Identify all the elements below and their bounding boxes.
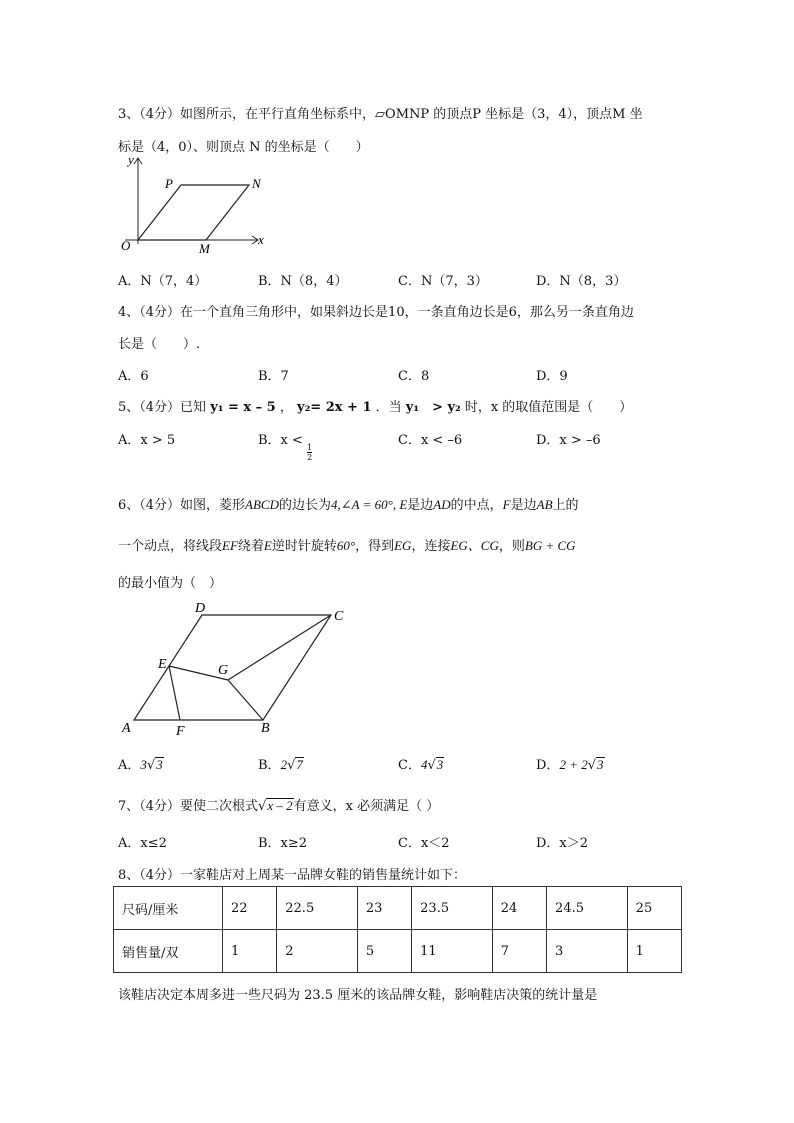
q6-option-d[interactable] — [536, 754, 605, 773]
table-cell: 23 — [357, 887, 411, 930]
table-cell: 22 — [223, 887, 277, 930]
q6-text: ，连接 — [411, 539, 451, 554]
q5-compare: y₁ > y₂ — [405, 400, 461, 415]
q3-stem-line2: 标是（4，0）、则顶点 N 的坐标是（ ） — [118, 140, 369, 155]
q6-option-b[interactable] — [258, 754, 304, 773]
label-f: F — [176, 724, 185, 738]
option-letter: A． — [118, 758, 141, 773]
radical-sign-icon: √ — [146, 758, 156, 773]
q6-text: ，得到 — [355, 539, 395, 554]
q6-math: E — [263, 538, 272, 553]
q7-option-c[interactable]: C．x＜2 — [398, 836, 450, 851]
q6-stem-line1 — [118, 494, 579, 513]
label-b: B — [261, 721, 270, 736]
table-cell: 尺码/厘米 — [114, 887, 223, 930]
q6-math: 4,∠A = 60°, E — [331, 497, 408, 512]
option-letter: D． — [536, 758, 560, 773]
table-cell: 1 — [627, 930, 681, 973]
q5-option-a[interactable]: A．x > 5 — [118, 433, 176, 448]
segment-gb — [228, 680, 263, 720]
q7-suffix: 有意义，x 必须满足（ ） — [293, 799, 440, 814]
label-o: O — [121, 238, 131, 253]
q6-math: 60° — [336, 538, 356, 553]
q7-radicand: x – 2 — [267, 798, 293, 813]
q8-followup: 该鞋店决定本周多进一些尺码为 23.5 厘米的该品牌女鞋，影响鞋店决策的统计量是 — [118, 988, 598, 1003]
radical-sign-icon: √ — [287, 758, 296, 773]
q5-suffix: 时，x 的取值范围是（ ） — [464, 400, 633, 415]
radical-sign-icon: √ — [258, 799, 267, 814]
q3-option-b[interactable]: B．N（8，4） — [258, 274, 348, 289]
q5-prefix: 5、（4分）已知 — [118, 400, 207, 415]
label-y: y — [128, 152, 134, 167]
radicand: 7 — [296, 757, 303, 772]
label-x: x — [258, 232, 264, 247]
q6-math: BG + CG — [524, 538, 576, 553]
q6-text: 的中点， — [450, 498, 503, 513]
q6-text: 6、（4分）如图，菱形 — [118, 498, 246, 513]
q6-math: EF — [222, 538, 238, 553]
q6-stem-line2 — [118, 535, 576, 554]
q7-stem — [118, 795, 439, 814]
table-cell: 5 — [357, 930, 411, 973]
label-e: E — [158, 657, 167, 672]
q5-y2: y₂= 2x + 1 — [297, 400, 372, 415]
table-cell: 22.5 — [277, 887, 358, 930]
q5-middle: ．当 — [375, 400, 402, 415]
radicand: 3 — [436, 757, 444, 772]
q6-text: 逆时针旋转 — [271, 539, 337, 554]
table-cell: 23.5 — [412, 887, 493, 930]
radical-coefficient: 4 — [420, 757, 428, 772]
q6-text: 绕着 — [237, 539, 264, 554]
label-a: A — [122, 721, 131, 736]
q5-stem — [118, 396, 632, 415]
label-c: C — [334, 609, 344, 624]
q5-option-b[interactable] — [258, 429, 313, 462]
table-cell: 7 — [492, 930, 546, 973]
table-cell: 25 — [627, 887, 681, 930]
q6-text: 上的 — [552, 498, 579, 513]
table-cell: 3 — [547, 930, 628, 973]
q6-math: AD — [433, 497, 451, 512]
q6-option-a[interactable] — [118, 754, 164, 773]
q7-option-b[interactable]: B．x≥2 — [258, 836, 308, 851]
q4-option-b[interactable]: B．7 — [258, 369, 289, 384]
fraction-numerator: 1 — [307, 443, 313, 452]
radicand: 3 — [597, 757, 604, 772]
q3-option-a[interactable]: A．N（7，4） — [118, 274, 208, 289]
shoe-sales-table — [113, 886, 682, 973]
q7-prefix: 7、（4分）要使二次根式 — [118, 799, 259, 814]
q6-stem-line3: 的最小值为（ ） — [118, 576, 223, 591]
radicand: 3 — [156, 757, 163, 772]
table-cell: 24.5 — [547, 887, 628, 930]
q3-parallelogram-figure — [115, 152, 285, 257]
option-letter: B． — [258, 758, 281, 773]
q8-stem: 8、（4分）一家鞋店对上周某一品牌女鞋的销售量统计如下： — [118, 868, 467, 883]
q6-option-c[interactable] — [398, 754, 444, 773]
q6-math: ABCD — [245, 497, 279, 512]
table-cell: 2 — [277, 930, 358, 973]
table-cell: 销售量/双 — [114, 930, 223, 973]
radical-coefficient: 3 — [140, 757, 147, 772]
q6-rhombus-figure — [118, 598, 358, 738]
table-row — [114, 930, 682, 973]
q6-text: 是边 — [407, 498, 434, 513]
label-g: G — [218, 663, 229, 678]
q4-stem-line1: 4、（4分）在一个直角三角形中，如果斜边长是10，一条直角边长是6，那么另一条直角边 — [118, 305, 634, 320]
label-n: N — [252, 176, 261, 191]
q5-option-b-text: B．x < — [258, 433, 303, 448]
q6-math: AB — [536, 497, 553, 512]
q6-math: EG、CG — [450, 538, 499, 553]
q5-option-b-fraction — [307, 443, 312, 462]
label-m: M — [199, 241, 210, 256]
q4-stem-line2: 长是（ ）. — [118, 337, 201, 352]
segment-gc — [228, 615, 331, 680]
label-p: P — [165, 176, 173, 191]
q3-option-c[interactable]: C．N（7，3） — [398, 274, 488, 289]
radical-coefficient: 2 + 2 — [559, 757, 588, 772]
radical-sign-icon: √ — [427, 758, 436, 773]
q6-math: F — [502, 497, 511, 512]
q6-math: EG — [394, 538, 412, 553]
q4-option-d[interactable]: D．9 — [536, 369, 568, 384]
q6-text: ，则 — [498, 539, 525, 554]
parallelogram-omnp — [138, 185, 249, 240]
table-cell: 24 — [492, 887, 546, 930]
radical-sign-icon: √ — [587, 758, 597, 773]
option-letter: C． — [398, 758, 421, 773]
q5-sep: ， — [279, 400, 293, 415]
q6-text: 一个动点，将线段 — [118, 539, 223, 554]
q5-y1: y₁ = x – 5 — [210, 400, 276, 415]
q6-text: 是边 — [510, 498, 537, 513]
table-row — [114, 887, 682, 930]
label-d: D — [195, 601, 206, 616]
q4-option-a[interactable]: A．6 — [118, 369, 149, 384]
q4-option-c[interactable]: C．8 — [398, 369, 430, 384]
q7-option-d[interactable]: D．x＞2 — [536, 836, 589, 851]
q5-option-d[interactable]: D．x > –6 — [536, 433, 601, 448]
table-cell: 11 — [412, 930, 493, 973]
q7-option-a[interactable]: A．x≤2 — [118, 836, 167, 851]
table-cell: 1 — [223, 930, 277, 973]
q3-option-d[interactable]: D．N（8，3） — [536, 274, 627, 289]
fraction-denominator: 2 — [307, 453, 313, 462]
q6-text: 的边长为 — [279, 498, 332, 513]
q5-option-c[interactable]: C．x < –6 — [398, 433, 463, 448]
q3-stem-line1: 3、（4分）如图所示，在平行直角坐标系中，▱OMNP 的顶点P 坐标是（3，4），顶点M 坐 — [118, 107, 643, 122]
radical-coefficient: 2 — [280, 757, 288, 772]
segment-ef — [169, 666, 180, 720]
